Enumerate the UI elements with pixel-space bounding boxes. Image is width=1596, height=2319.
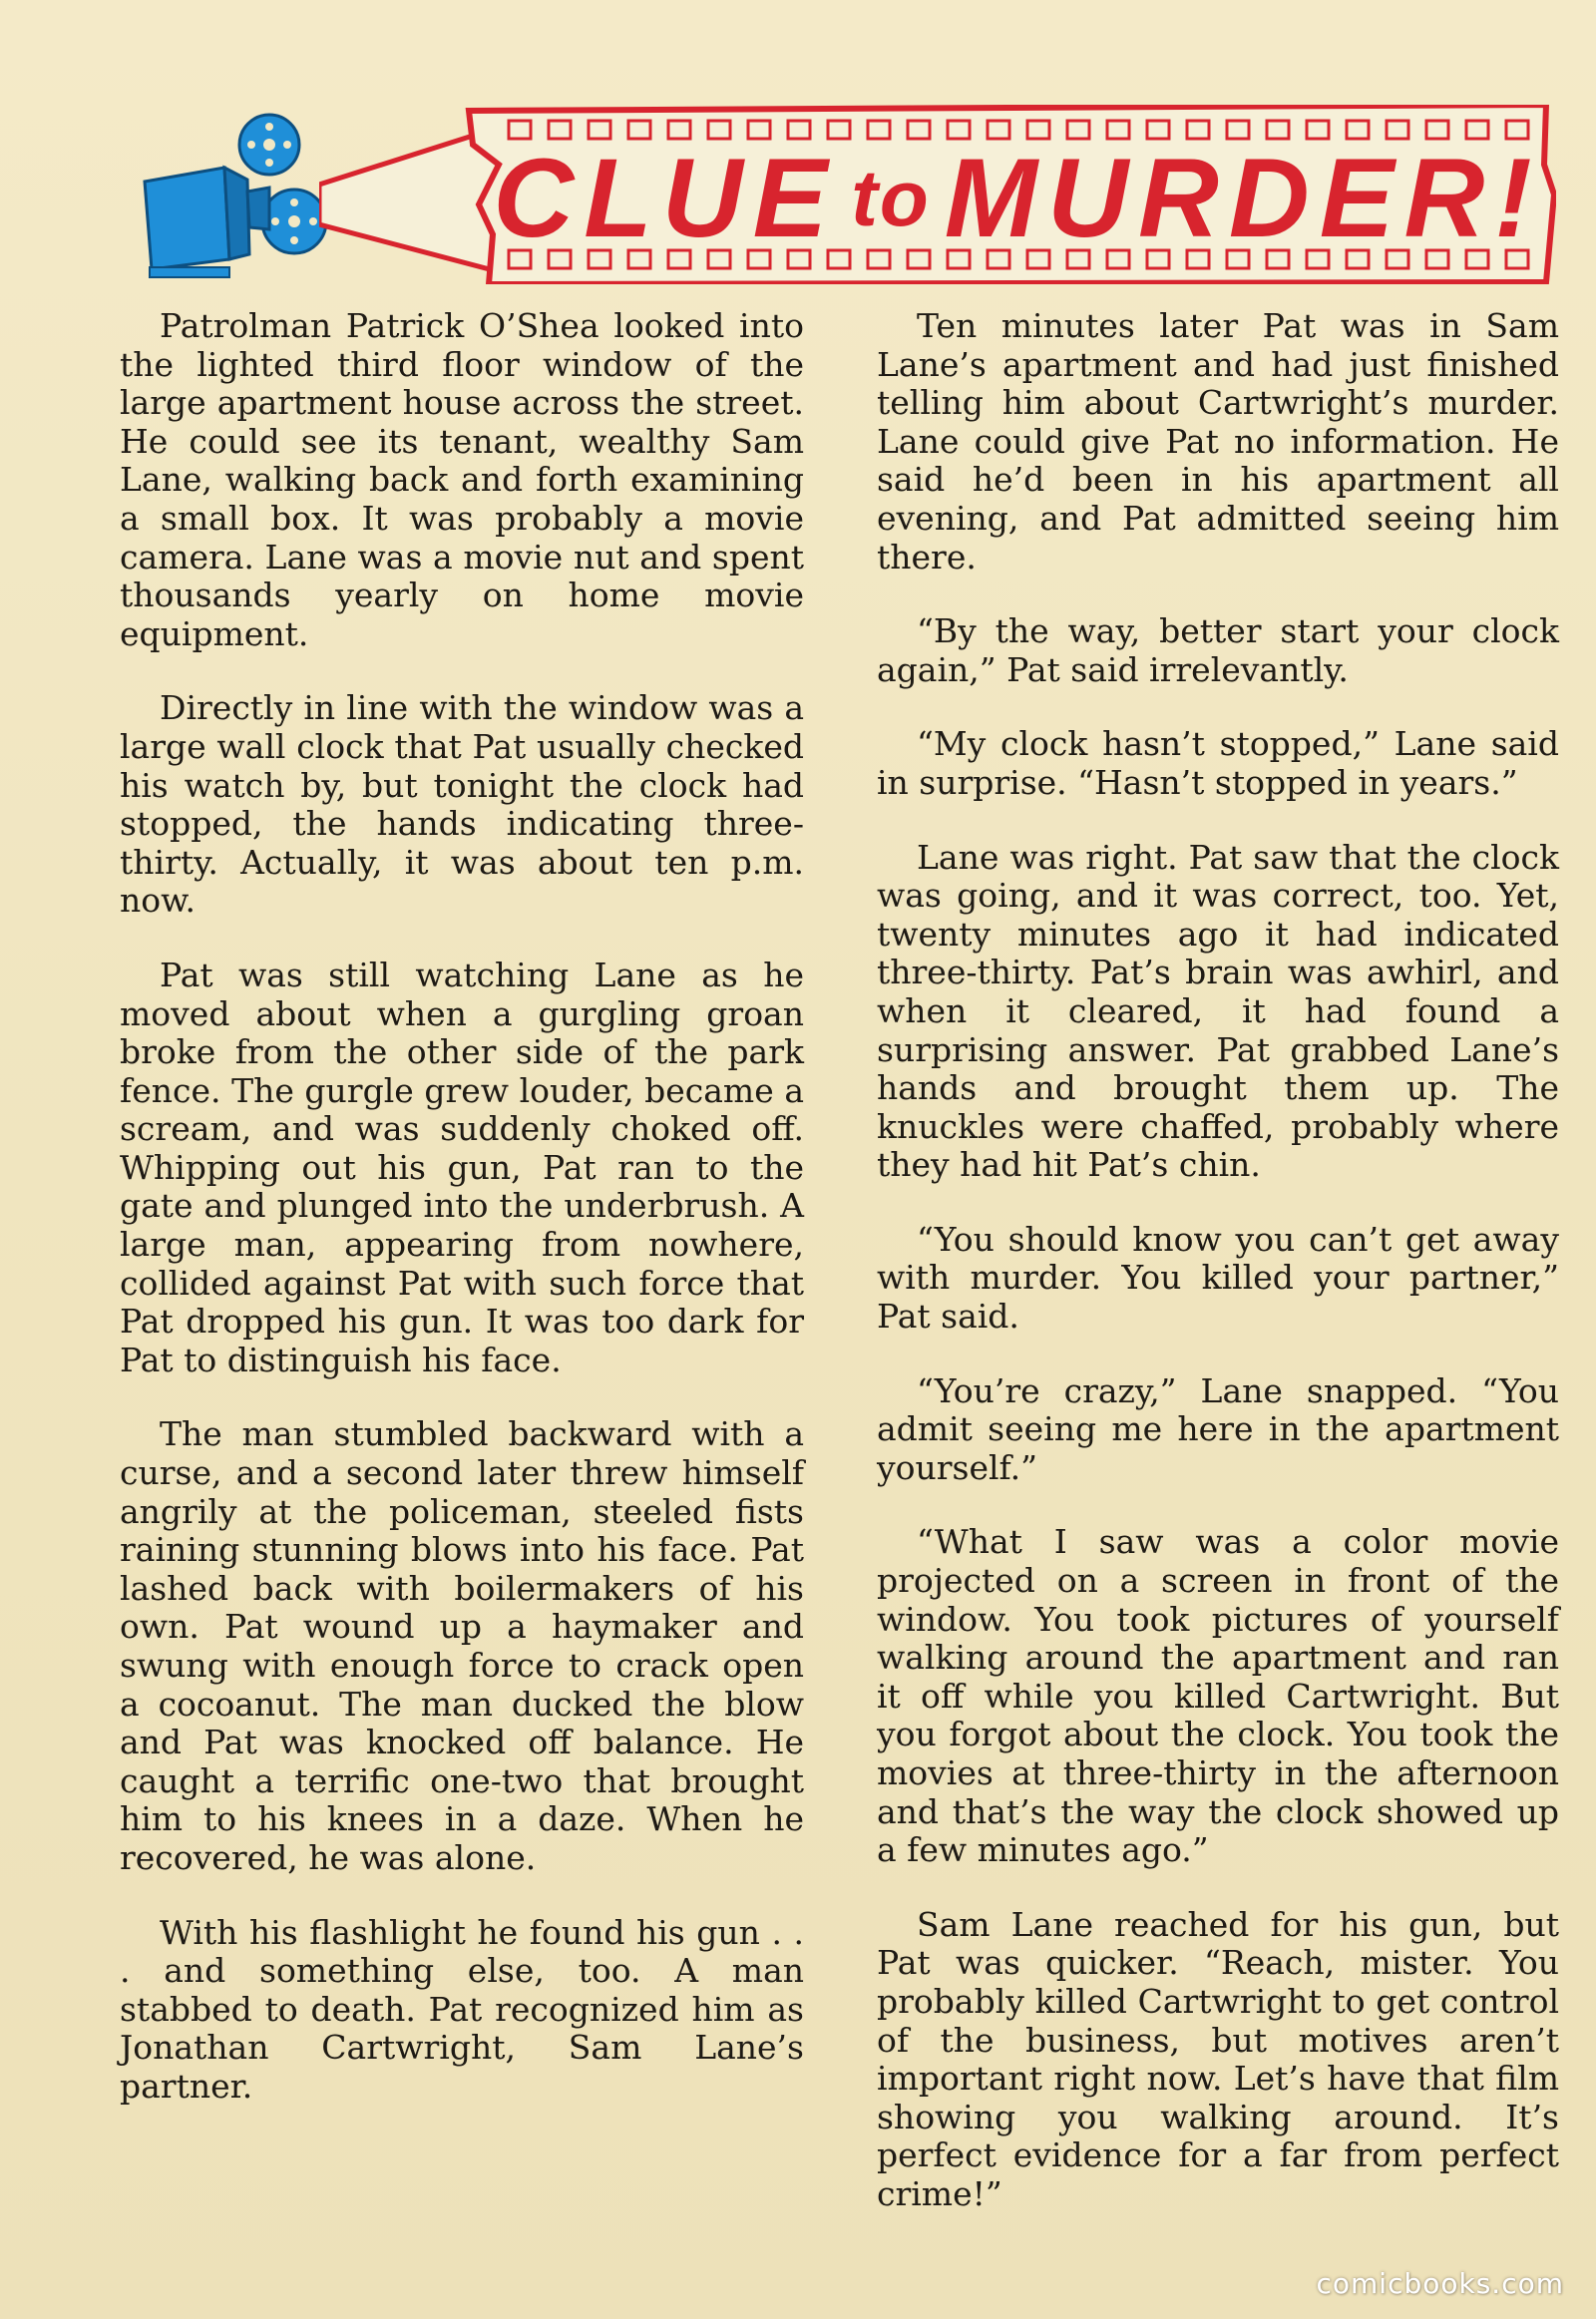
paragraph: “By the way, better start your clock again,” Pat said irrelevantly.	[877, 611, 1559, 689]
paragraph: The man stumbled backward with a curse, and a second later threw himself angrily at the policeman, steeled fists raining stunning blows into his face. Pat lashed back with boilermakers of his own. Pat wound up a haymaker and swung with enough force to crack open a cocoanut. The man ducked the blow and Pat was knocked off balance. He caught a terrific one-two that brought him to his knees in a daze. When he recovered, he was alone.	[120, 1414, 804, 1877]
title-part-to: to	[851, 154, 931, 242]
title-part-murder: MURDER!	[944, 136, 1542, 260]
story-header	[120, 95, 1566, 294]
left-text-column	[120, 307, 804, 2142]
right-text-column	[877, 307, 1559, 2250]
title-part-clue: CLUE	[493, 136, 838, 260]
paragraph: “You should know you can’t get away with murder. You killed your partner,” Pat said.	[877, 1219, 1559, 1337]
site-watermark: comicbooks.com	[1316, 2267, 1564, 2300]
paragraph: “What I saw was a color movie projected on a screen in front of the window. You took pictures of yourself walking around the apartment and ran it off while you killed Cartwright. But you forgot about the clock. You took the movies at three-thirty in the afternoon and that’s the way the clock showed up a few minutes ago.”	[877, 1522, 1559, 1870]
paragraph: “You’re crazy,” Lane snapped. “You admit seeing me here in the apartment yourself.”	[877, 1370, 1559, 1487]
paragraph: Pat was still watching Lane as he moved about when a gurgling groan broke from the other side of the park fence. The gurgle grew louder, became a scream, and was suddenly choked off. Whipping out his gun, Pat ran to the gate and plunged into the underbrush. A large man, appearing from nowhere, collided against Pat with such force that Pat dropped his gun. It was too dark for Pat to distinguish his face.	[120, 955, 804, 1379]
paragraph: “My clock hasn’t stopped,” Lane said in surprise. “Hasn’t stopped in years.”	[877, 724, 1559, 802]
paragraph: Directly in line with the window was a large wall clock that Pat usually checked his watch by, but tonight the clock had stopped, the hands indicating three-thirty. Actually, it was about ten p.m. now.	[120, 688, 804, 921]
paragraph: With his flashlight he found his gun . . . and something else, too. A man stabbed to death. Pat recognized him as Jonathan Cartwright, Sam Lane’s partner.	[120, 1912, 804, 2106]
paragraph: Patrolman Patrick O’Shea looked into the lighted third floor window of the large apartment house across the street. He could see its tenant, wealthy Sam Lane, walking back and forth examining a small box. It was probably a movie camera. Lane was a movie nut and spent thousands yearly on home movie equipment.	[120, 306, 804, 653]
paragraph: Ten minutes later Pat was in Sam Lane’s apartment and had just finished telling him about Cartwright’s murder. Lane could give Pat no information. He said he’d been in his apartment all evening, and Pat admitted seeing him there.	[877, 306, 1559, 577]
story-title	[493, 136, 1542, 260]
paragraph: Lane was right. Pat saw that the clock was going, and it was correct, too. Yet, twenty minutes ago it had indicated three-thirty. Pat’s brain was awhirl, and when it cleared, it had found a surprising answer. Pat grabbed Lane’s hands and brought them up. The knuckles were chaffed, probably where they had hit Pat’s chin.	[877, 837, 1559, 1185]
paragraph: Sam Lane reached for his gun, but Pat was quicker. “Reach, mister. You probably killed Cartwright to get control of the business, but motives aren’t important right now. Let’s have that film showing you walking around. It’s perfect evidence for a far from perfect crime!”	[877, 1904, 1559, 2213]
